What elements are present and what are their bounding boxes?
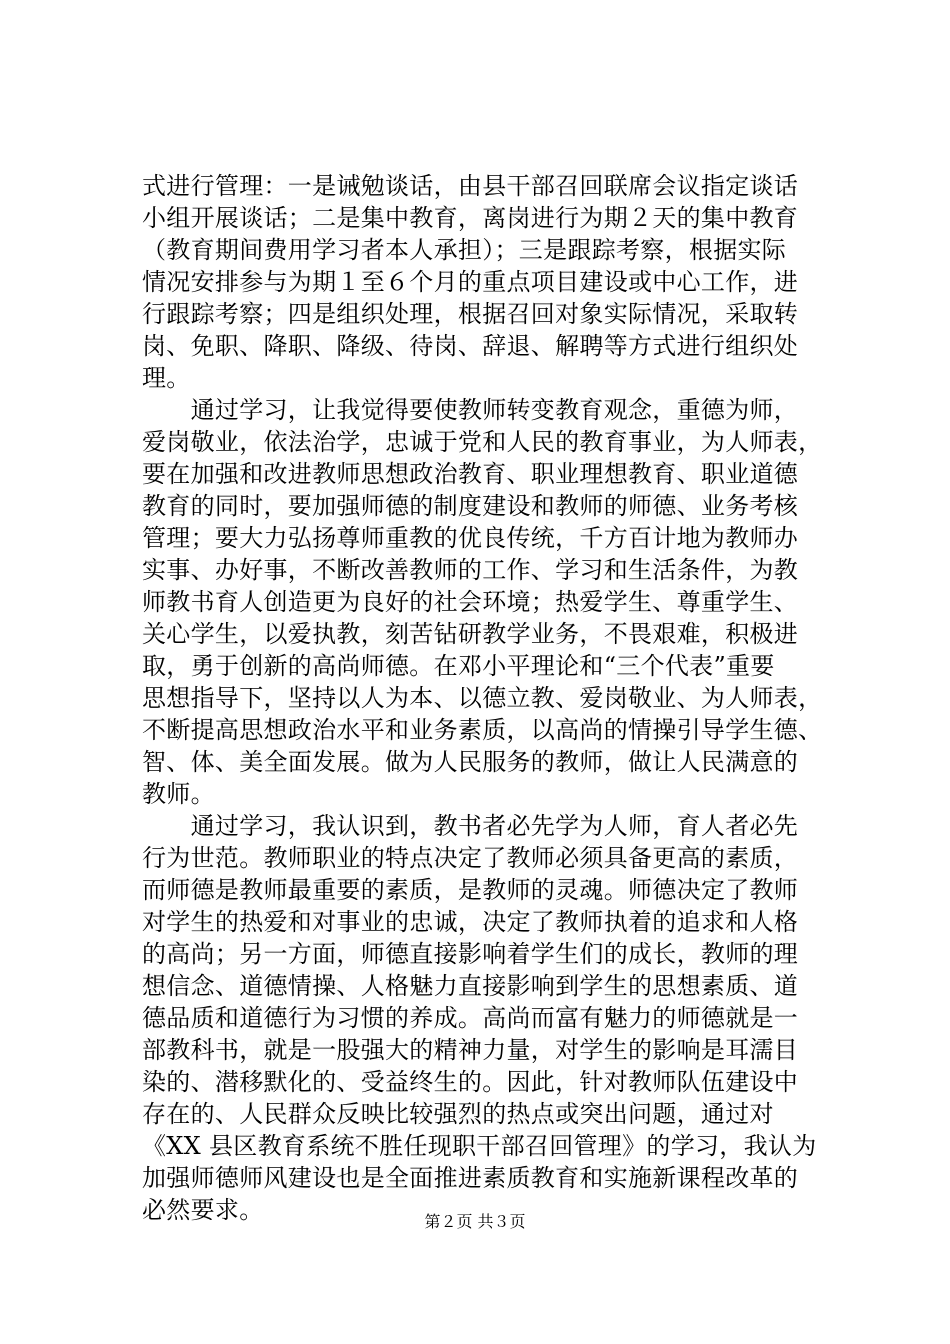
text-line: 染的、潜移默化的、受益终生的。因此，针对教师队伍建设中 — [142, 1068, 799, 1096]
text-line: 师教书育人创造更为良好的社会环境；热爱学生、尊重学生、 — [142, 588, 799, 616]
text-line: 通过学习，我认识到，教书者必先学为人师，育人者必先 — [142, 812, 799, 840]
text-line: 行跟踪考察；四是组织处理，根据召回对象实际情况，采取转 — [142, 300, 799, 328]
text-line: （教育期间费用学习者本人承担）；三是跟踪考察，根据实际 — [142, 236, 787, 264]
text-line: 加强师德师风建设也是全面推进素质教育和实施新课程改革的 — [142, 1164, 799, 1192]
text-line: 不断提高思想政治水平和业务素质，以高尚的情操引导学生德、 — [142, 716, 823, 744]
text-line: 关心学生，以爱执教，刻苦钻研教学业务，不畏艰难，积极进 — [142, 620, 799, 648]
text-line: 岗、免职、降职、降级、待岗、辞退、解聘等方式进行组织处 — [142, 332, 799, 360]
document-body — [142, 170, 832, 1226]
text-line: 必然要求。 — [142, 1196, 264, 1224]
text-line: 实事、办好事，不断改善教师的工作、学习和生活条件，为教 — [142, 556, 799, 584]
text-line: 要在加强和改进教师思想政治教育、职业理想教育、职业道德 — [142, 460, 799, 488]
text-line: 部教科书，就是一股强大的精神力量，对学生的影响是耳濡目 — [142, 1036, 799, 1064]
text-line: 情况安排参与为期１至６个月的重点项目建设或中心工作，进 — [142, 268, 799, 296]
text-line: 的高尚；另一方面，师德直接影响着学生们的成长，教师的理 — [142, 940, 799, 968]
text-line: 教师。 — [142, 780, 215, 808]
text-line: 行为世范。教师职业的特点决定了教师必须具备更高的素质， — [142, 844, 799, 872]
text-line: 《XX 县区教育系统不胜任现职干部召回管理》的学习，我认为 — [142, 1132, 817, 1160]
text-line: 爱岗敬业，依法治学，忠诚于党和人民的教育事业，为人师表， — [142, 428, 823, 456]
text-line: 对学生的热爱和对事业的忠诚，决定了教师执着的追求和人格 — [142, 908, 799, 936]
text-line: 管理；要大力弘扬尊师重教的优良传统，千方百计地为教师办 — [142, 524, 799, 552]
text-line: 而师德是教师最重要的素质，是教师的灵魂。师德决定了教师 — [142, 876, 799, 904]
text-line: 取，勇于创新的高尚师德。在邓小平理论和“三个代表”重要 — [142, 652, 775, 680]
text-line: 理。 — [142, 364, 191, 392]
text-line: 教育的同时，要加强师德的制度建设和教师的师德、业务考核 — [142, 492, 799, 520]
text-line: 德品质和道德行为习惯的养成。高尚而富有魅力的师德就是一 — [142, 1004, 799, 1032]
text-line: 想信念、道德情操、人格魅力直接影响到学生的思想素质、道 — [142, 972, 799, 1000]
text-line: 思想指导下，坚持以人为本、以德立教、爱岗敬业、为人师表， — [142, 684, 823, 712]
text-line: 智、体、美全面发展。做为人民服务的教师，做让人民满意的 — [142, 748, 799, 776]
text-line: 小组开展谈话；二是集中教育，离岗进行为期２天的集中教育 — [142, 204, 799, 232]
text-line: 式进行管理：一是诫勉谈话，由县干部召回联席会议指定谈话 — [142, 172, 799, 200]
page-footer: 第２页 共３页 — [424, 1212, 526, 1231]
text-line: 存在的、人民群众反映比较强烈的热点或突出问题，通过对 — [142, 1100, 774, 1128]
text-line: 通过学习，让我觉得要使教师转变教育观念，重德为师， — [142, 396, 799, 424]
